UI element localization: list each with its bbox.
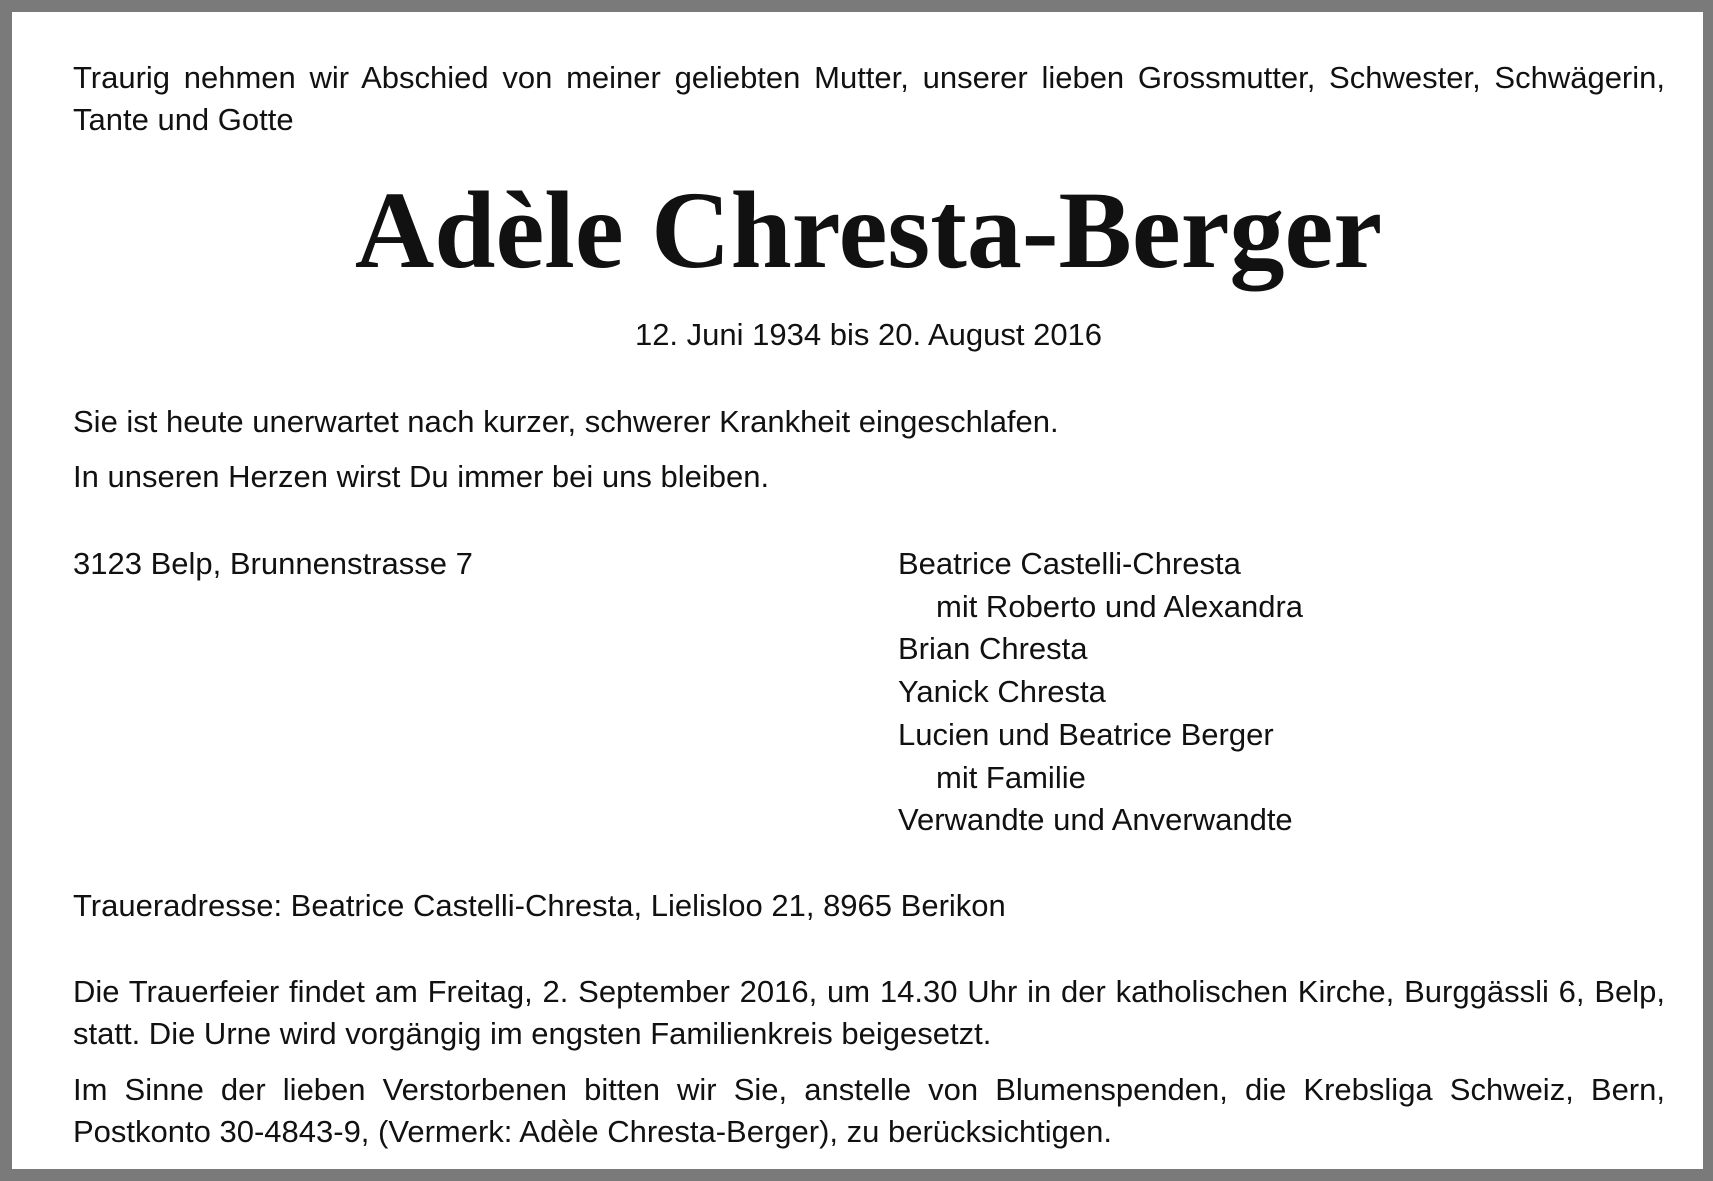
home-address: 3123 Belp, Brunnenstrasse 7 [73, 546, 473, 581]
mourning-address: Traueradresse: Beatrice Castelli-Chresta, Lielisloo 21, 8965 Berikon [73, 888, 1006, 923]
life-dates: 12. Juni 1934 bis 20. August 2016 [634, 317, 1103, 352]
mourner-item: Yanick Chresta [898, 674, 1106, 710]
mourner-item: mit Familie [936, 759, 1086, 795]
intro-text: Traurig nehmen wir Abschied von meiner geliebten Mutter, unserer lieben Grossmutter, Schwester, Schwägerin, Tante und Gotte [73, 60, 1665, 137]
deceased-name: Adèle Chresta-Berger [354, 169, 1383, 291]
passing-statement: Sie ist heute unerwartet nach kurzer, schwerer Krankheit eingeschlafen. [73, 404, 1059, 439]
remembrance-statement: In unseren Herzen wirst Du immer bei uns bleiben. [73, 459, 770, 494]
mourner-item: Verwandte und Anverwandte [898, 802, 1293, 838]
mourner-item: Lucien und Beatrice Berger [898, 716, 1274, 752]
mourner-item: Brian Chresta [898, 631, 1088, 667]
mourners-list [898, 543, 1303, 842]
mourner-item: Beatrice Castelli-Chresta [898, 546, 1241, 581]
donation-info: Im Sinne der lieben Verstorbenen bitten wir Sie, anstelle von Blumenspenden, die Krebsliga Schweiz, Bern, Postkonto 30-4843-9, (Vermerk: Adèle Chresta-Berger), zu berücksichtigen. [73, 1072, 1665, 1149]
mourner-item: mit Roberto und Alexandra [936, 588, 1304, 624]
ceremony-info: Die Trauerfeier findet am Freitag, 2. September 2016, um 14.30 Uhr in der katholischen Kirche, Burggässli 6, Belp, statt. Die Urne wird vorgängig im engsten Familienkreis beigesetzt. [73, 974, 1665, 1051]
